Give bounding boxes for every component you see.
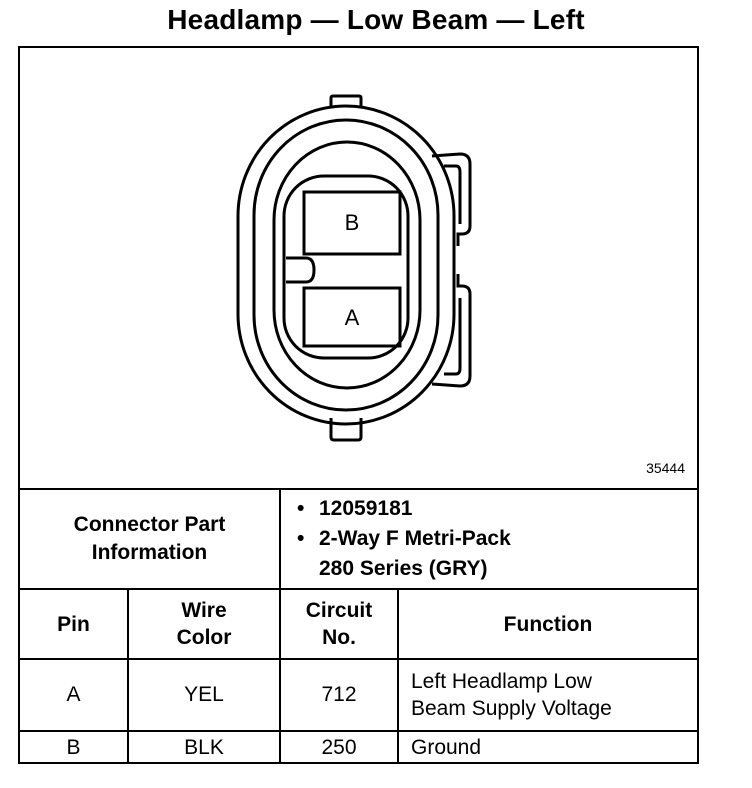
header-pin	[20, 589, 128, 659]
table-header-row	[20, 589, 697, 659]
page-title: Headlamp — Low Beam — Left	[167, 4, 585, 35]
cell-pin: B	[20, 731, 128, 763]
info-item-description-cont	[319, 554, 689, 584]
pin-label-b: B	[344, 210, 360, 235]
function-line1: Ground	[411, 735, 482, 759]
header-function	[398, 589, 697, 659]
header-circuit-line2: No.	[322, 626, 356, 649]
drawing-number: 35444	[646, 460, 685, 476]
cell-circuit: 712	[280, 659, 398, 731]
header-wire-line2: Color	[176, 626, 232, 649]
header-function-line2: Function	[503, 612, 593, 636]
connector-info-list	[280, 489, 697, 589]
table-row	[20, 731, 697, 763]
cell-circuit: 250	[280, 731, 398, 763]
connector-table	[20, 488, 697, 763]
cell-function	[398, 659, 697, 731]
table-row	[20, 659, 697, 731]
pin-label-a: A	[344, 305, 360, 330]
bullet: •	[297, 527, 305, 550]
cell-function	[398, 731, 697, 763]
connector-info-label-line2: Information	[91, 541, 208, 564]
header-pin-line2: Pin	[57, 612, 90, 636]
connector-info-row	[20, 489, 697, 589]
connector-face-drawing	[20, 48, 697, 488]
function-line1: Left Headlamp Low	[411, 670, 592, 693]
function-line2: Beam Supply Voltage	[411, 697, 612, 720]
description-line2: 280 Series (GRY)	[319, 557, 488, 580]
connector-diagram	[20, 48, 697, 488]
header-circuit-line1: Circuit	[305, 599, 373, 622]
cell-pin: A	[20, 659, 128, 731]
info-item-part-number	[297, 494, 689, 524]
connector-info-label	[20, 489, 280, 589]
header-wire-line1: Wire	[181, 599, 227, 622]
header-circuit	[280, 589, 398, 659]
info-item-description	[297, 524, 689, 554]
cell-wire-color: BLK	[128, 731, 280, 763]
description-line1: 2-Way F Metri-Pack	[319, 527, 511, 550]
bullet: •	[297, 497, 305, 520]
cell-wire-color: YEL	[128, 659, 280, 731]
part-number-text: 12059181	[319, 497, 413, 520]
header-wire-color	[128, 589, 280, 659]
connector-frame	[18, 46, 699, 764]
connector-info-label-line1: Connector Part	[73, 513, 226, 536]
